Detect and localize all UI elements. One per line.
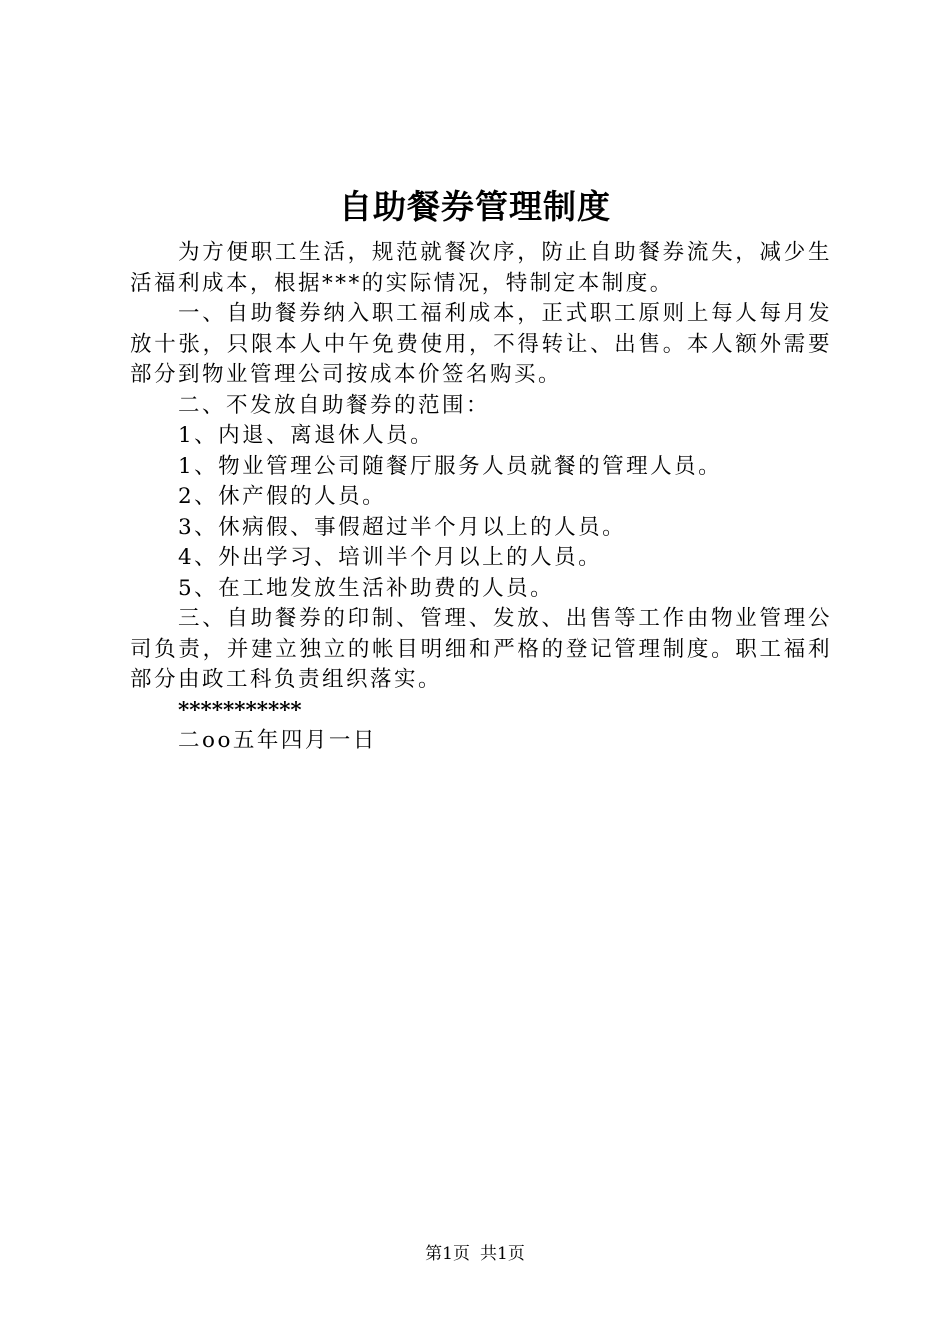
list-item: 2、休产假的人员。 <box>178 484 387 509</box>
list-item: 3、休病假、事假超过半个月以上的人员。 <box>178 514 627 540</box>
list-item: 5、在工地发放生活补助费的人员。 <box>178 575 555 601</box>
list-item: 1、物业管理公司随餐厅服务人员就餐的管理人员。 <box>178 453 723 479</box>
document-date: 二oo五年四月一日 <box>178 728 377 753</box>
document-body <box>130 238 832 757</box>
section-2-heading: 二、不发放自助餐券的范围： <box>178 392 491 418</box>
list-item: 4、外出学习、培训半个月以上的人员。 <box>178 545 603 570</box>
page-number: 第1页 <box>425 1244 470 1264</box>
section-3-paragraph: 三、自助餐券的印制、管理、发放、出售等工作由物业管理公司负责，并建立独立的帐目明细和严格的登记管理制度。职工福利部分由政工科负责组织落实。 <box>130 606 832 692</box>
section-1-paragraph: 一、自助餐券纳入职工福利成本，正式职工原则上每人每月发放十张，只限本人中午免费使用，不得转让、出售。本人额外需要部分到物业管理公司按成本价签名购买。 <box>130 301 832 387</box>
page-footer <box>0 1243 950 1265</box>
page-count: 共1页 <box>480 1244 525 1264</box>
document-title: 自助餐券管理制度 <box>339 187 611 226</box>
list-item: 1、内退、离退休人员。 <box>178 423 435 448</box>
signature-placeholder: *********** <box>178 697 302 723</box>
intro-paragraph: 为方便职工生活，规范就餐次序，防止自助餐券流失，减少生活福利成本，根据***的实际情况，特制定本制度。 <box>130 240 832 296</box>
